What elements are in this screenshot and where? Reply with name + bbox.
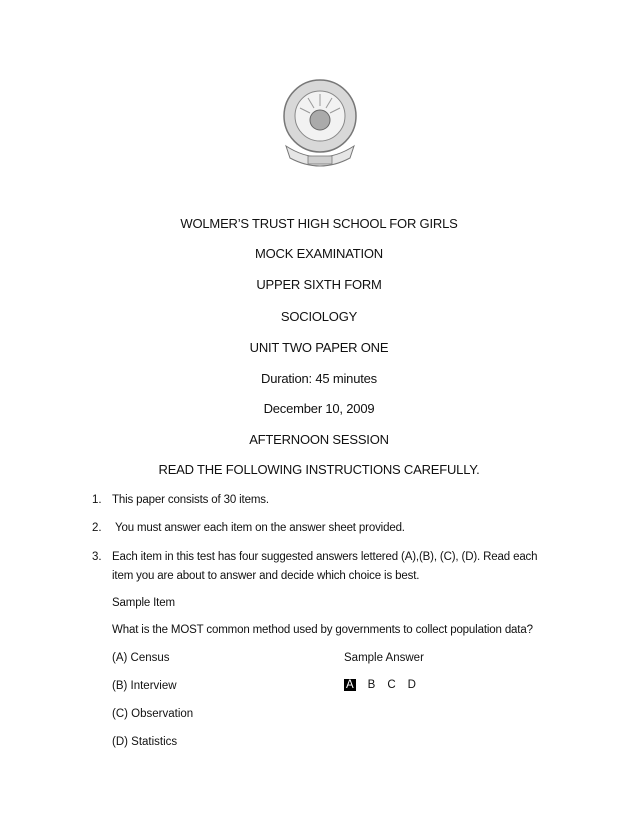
sample-question: What is the MOST common method used by governments to collect population data? xyxy=(112,624,533,636)
sample-answer-letters xyxy=(344,679,416,691)
instruction-text: This paper consists of 30 items. xyxy=(112,494,269,506)
instruction-text: item you are about to answer and decide which choice is best. xyxy=(112,570,420,582)
answer-letter: C xyxy=(387,679,396,691)
option-c: (C) Observation xyxy=(112,708,194,720)
instructions-heading: READ THE FOLLOWING INSTRUCTIONS CAREFULLY. xyxy=(158,462,480,477)
school-crest-icon xyxy=(272,76,368,172)
instruction-text: You must answer each item on the answer sheet provided. xyxy=(115,522,405,534)
answer-letter-selected: A xyxy=(346,679,354,691)
instruction-number: 3. xyxy=(92,551,102,563)
option-b: (B) Interview xyxy=(112,680,177,692)
sample-answer-label: Sample Answer xyxy=(344,652,424,664)
instruction-text: Each item in this test has four suggested answers lettered (A),(B), (C), (D). Read each xyxy=(112,551,538,563)
sample-item-label: Sample Item xyxy=(112,597,175,609)
subject-name: SOCIOLOGY xyxy=(280,309,358,324)
school-name: WOLMER’S TRUST HIGH SCHOOL FOR GIRLS xyxy=(180,216,458,231)
form-level: UPPER SIXTH FORM xyxy=(256,277,382,292)
option-d: (D) Statistics xyxy=(112,736,178,748)
exam-title: MOCK EXAMINATION xyxy=(254,246,383,261)
option-a: (A) Census xyxy=(112,652,170,664)
instruction-number: 2. xyxy=(92,522,102,534)
answer-letter: D xyxy=(407,679,416,691)
exam-date: December 10, 2009 xyxy=(263,401,375,416)
duration: Duration: 45 minutes xyxy=(261,371,377,386)
instruction-number: 1. xyxy=(92,494,102,506)
answer-letter: B xyxy=(367,679,376,691)
session: AFTERNOON SESSION xyxy=(249,432,389,447)
paper-name: UNIT TWO PAPER ONE xyxy=(249,340,389,355)
